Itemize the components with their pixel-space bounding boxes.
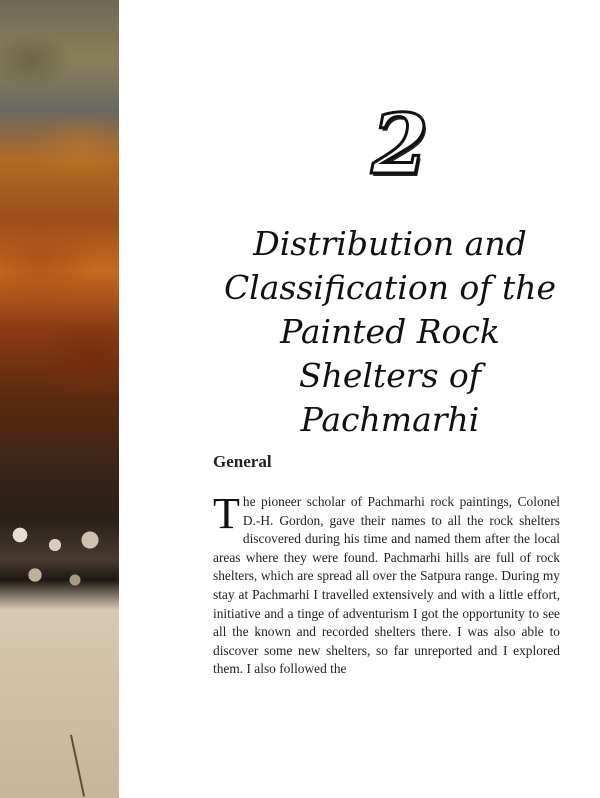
drop-cap: T [213, 489, 240, 538]
chapter-title: Distribution and Classification of the Painted Rock Shelters of Pachmarhi [223, 224, 557, 439]
twig-decoration [70, 735, 85, 797]
paragraph-text: he pioneer scholar of Pachmarhi rock paintings, Colonel D.-H. Gordon, gave their names to all the rock shelters discovered during his time and named them after the local areas where they were found. Pachmarhi hills are full of rock shelters, which are spread all over the Satpura range. During my stay at Pachmarhi I travelled extensively and with a little effort, initiative and a tinge of adventurism I got the opportunity to see all the known and recorded shelters there. I was also able to discover some new shelters, so far unreported and I explored them. I also followed the [213, 494, 560, 677]
chapter-number: 2 [371, 97, 429, 193]
rock-shelter-photo-strip [0, 0, 119, 798]
section-heading: General [213, 452, 272, 471]
body-paragraph [213, 489, 560, 679]
